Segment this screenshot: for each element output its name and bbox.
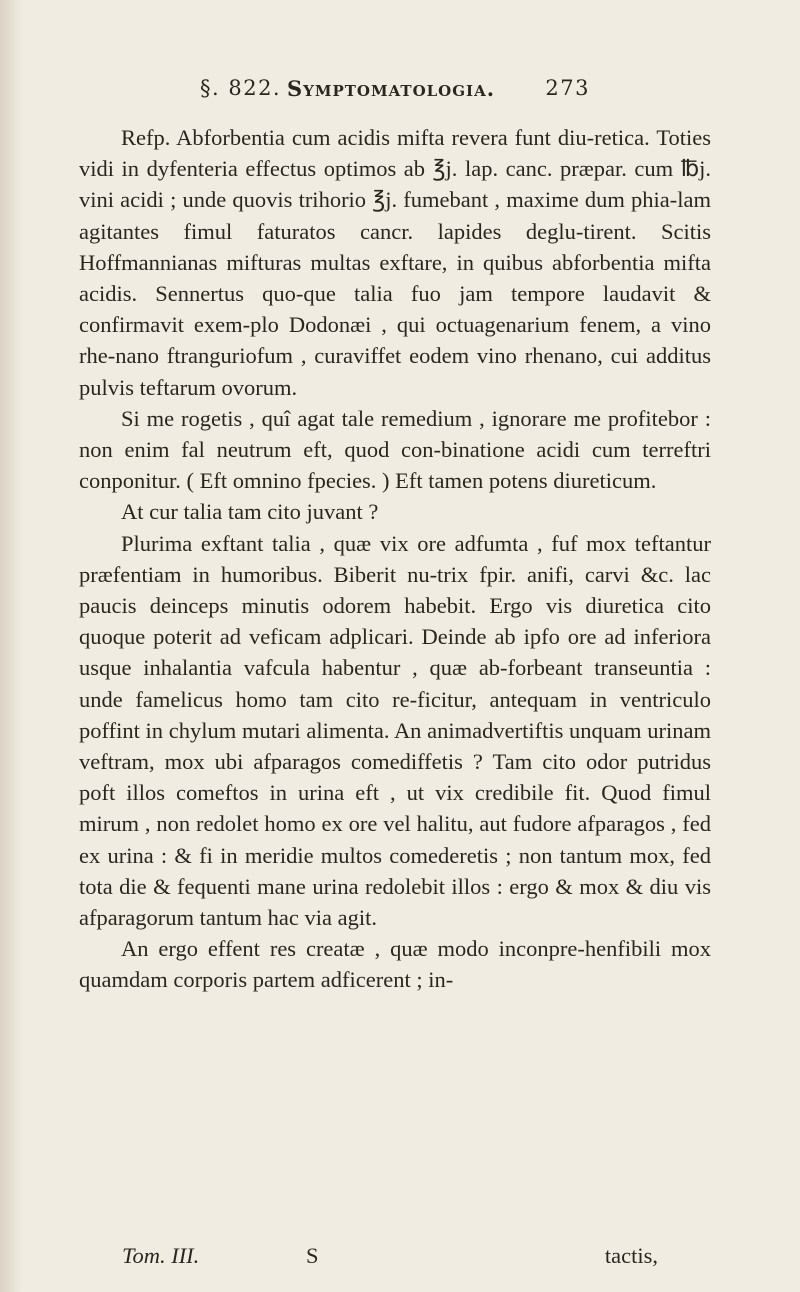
catchword: tactis, bbox=[604, 1243, 658, 1268]
paragraph-5: An ergo effent res creatæ , quæ modo inconpre-henfibili mox quamdam corporis partem adficerent ; in- bbox=[79, 936, 711, 993]
page-footer bbox=[122, 1243, 658, 1275]
paragraph-2: Si me rogetis , quî agat tale remedium , ignorare me profitebor : non enim fal neutrum eft, quod con-binatione acidi cum terreftri conponitur. ( Eft omnino fpecies. ) Eft tamen potens diureticum. bbox=[79, 405, 711, 494]
running-title: Symptomatologia. bbox=[287, 76, 496, 101]
volume-label: Tom. III. bbox=[122, 1243, 200, 1268]
paragraph-1: Refp. Abforbentia cum acidis mifta revera funt diu-retica. Toties vidi in dyfenteria effectus optimos ab ℥j. lap. canc. præpar. cum ℔j. vini acidi ; unde quovis trihorio ℥j. fumebant , maxime dum phia-lam agitantes fimul faturatos cancr. lapides deglu-tirent. Scitis Hoffmannianas mifturas multas exftare, in quibus abforbentia mifta acidis. Sennertus quo-que talia fuo jam tempore laudavit & confirmavit exem-plo Dodonæi , qui octuagenarium fenem, a vino rhe-nano ftranguriofum , curaviffet eodem vino rhenano, cui additus pulvis teftarum ovorum. bbox=[79, 125, 711, 400]
section-marker: §. 822. bbox=[200, 76, 282, 100]
paragraph-4: Plurima exftant talia , quæ vix ore adfumta , fuf mox teftantur præfentiam in humoribus. Biberit nu-trix fpir. anifi, carvi &c. lac paucis deinceps minutis odorem habebit. Ergo vis diuretica cito quoque poterit ad veficam adplicari. Deinde ab ipfo ore ad inferiora usque inhalantia vafcula habentur , quæ ab-forbeant transeuntia : unde famelicus homo tam cito re-ficitur, antequam in ventriculo poffint in chylum mutari alimenta. An animadvertiftis unquam urinam veftram, mox ubi afparagos comediffetis ? Tam cito odor putridus poft illos comeftos in urina eft , ut vix credibile fit. Quod fimul mirum , non redolet homo ex ore vel halitu, aut fudore afparagos , fed ex urina : & fi in meridie multos comederetis ; non tantum mox, fed tota die & fequenti mane urina redolebit illos : ergo & mox & diu vis afparagorum tantum hac via agit. bbox=[79, 530, 711, 931]
body-text bbox=[79, 122, 711, 996]
signature-mark: S bbox=[306, 1243, 319, 1268]
paragraph-3: At cur talia tam cito juvant ? bbox=[121, 499, 379, 525]
page-gutter-shadow bbox=[0, 0, 22, 1292]
running-header bbox=[200, 70, 590, 110]
page-number: 273 bbox=[545, 76, 590, 100]
